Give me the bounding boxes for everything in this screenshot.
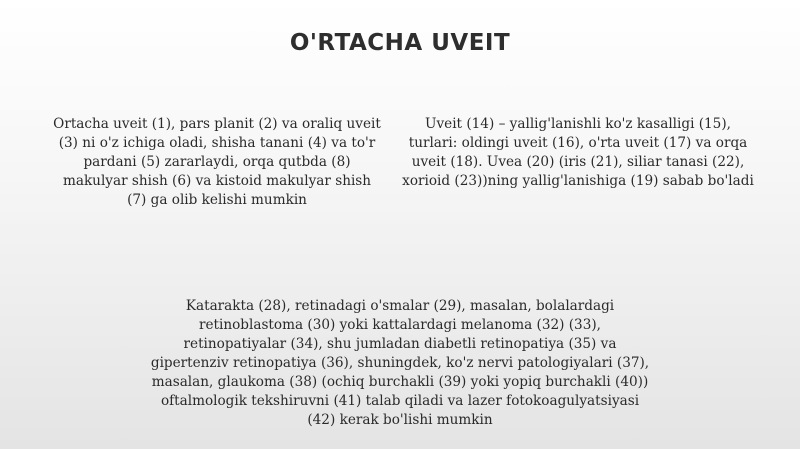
left-paragraph: Ortacha uveit (1), pars planit (2) va oraliq uveit (3) ni o'z ichiga oladi, shisha tanani (4) va to'r pardani (5) zararlaydi, orqa qutbda (8) makulyar shish (6) va kistoid makulyar shish (7) ga olib kelishi mumkin	[53, 116, 381, 208]
right-paragraph: Uveit (14) – yallig'lanishli ko'z kasalligi (15), turlari: oldingi uveit (16), o'rta uveit (17) va orqa uveit (18). Uvea (20) (iris (21), siliar tanasi (22), xorioid (23))ning yallig'lanishiga (19) sabab bo'ladi	[402, 116, 754, 189]
slide-title: O'RTACHA UVEIT	[289, 30, 511, 56]
bottom-paragraph: Katarakta (28), retinadagi o'smalar (29), masalan, bolalardagi retinoblastoma (30) yoki kattalardagi melanoma (32) (33), retinopatiyalar (34), shu jumladan diabetli retinopatiya (35) va gipertenziv retinopatiya (36), shuningdek, ko'z nervi patologiyalari (37), masalan, glaukoma (38) (ochiq burchakli (39) yoki yopiq burchakli (40)) oftalmologik tekshiruvni (41) talab qiladi va lazer fotokoagulyatsiyasi (42) kerak bo'lishi mumkin	[150, 298, 650, 428]
